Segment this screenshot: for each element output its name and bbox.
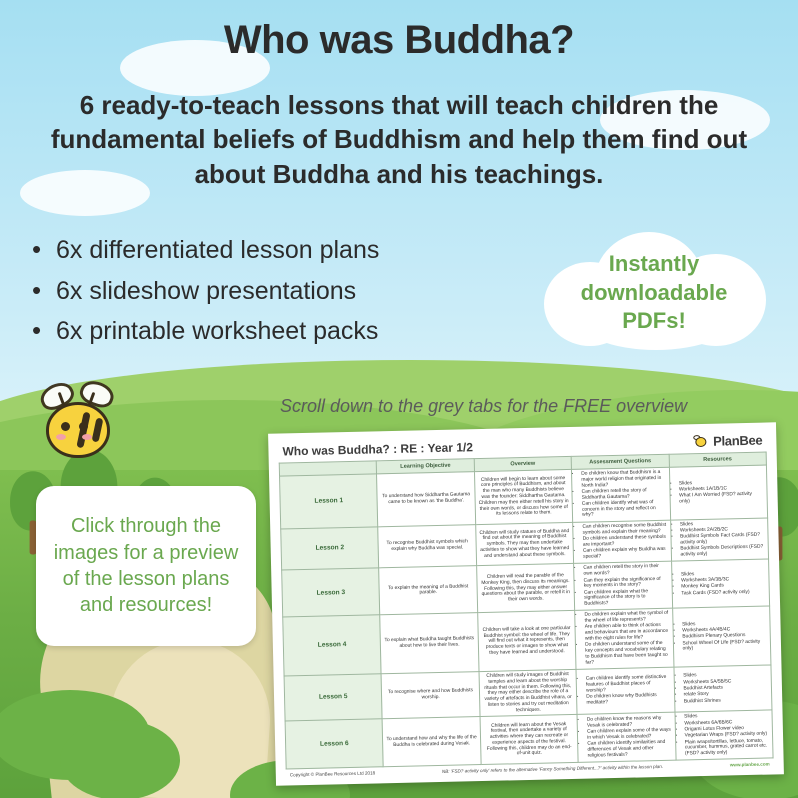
question-item: • Do children know why Buddhists meditate? bbox=[586, 693, 671, 706]
copyright-text: Copyright © PlanBee Resources Ltd 2018 bbox=[289, 770, 376, 778]
list-item: • 6x differentiated lesson plans bbox=[26, 230, 546, 271]
resource-item: • What I Am Worried (FSD? activity only) bbox=[679, 492, 764, 505]
lesson-questions bbox=[574, 562, 672, 611]
resource-item: • Buddhist Artefacts bbox=[683, 685, 768, 693]
lesson-objective: To recognise where and how Buddhists worship. bbox=[381, 672, 479, 720]
badge-line-2: downloadable bbox=[580, 279, 728, 305]
planbee-logo bbox=[693, 433, 763, 450]
lesson-objective: To explain the meaning of a Buddhist parable. bbox=[379, 566, 477, 615]
lesson-label: Lesson 2 bbox=[281, 527, 379, 571]
header-resources: Resources bbox=[669, 452, 767, 467]
resource-item: • School Wheel Of Life (FSD? activity only) bbox=[682, 639, 767, 652]
question-item: • Can children explain some of the ways in which Vesak is celebrated? bbox=[587, 728, 672, 741]
page-title: Who was Buddha? bbox=[223, 18, 575, 62]
question-item: • Are children able to think of actions and behaviours that are in accordance with the eight rules for life? bbox=[585, 623, 670, 642]
header-overview: Overview bbox=[474, 456, 572, 471]
list-item: • 6x slideshow presentations bbox=[26, 271, 546, 312]
lesson-questions bbox=[576, 667, 674, 715]
list-item: • 6x printable worksheet packs bbox=[26, 311, 546, 352]
resource-item: • Slides bbox=[682, 620, 767, 628]
scroll-hint: Scroll down to the grey tabs for the FREE overview bbox=[280, 396, 688, 416]
resource-item: • relate Story bbox=[684, 691, 769, 699]
click-through-note bbox=[36, 486, 256, 646]
lesson-overview: Children will study images of Buddhist temples and learn about the worship rituals that occur in them. Following this, they may either describe the role of a variety of artefacts in Buddhist vihara, or listen to stories and try out meditation techniques. bbox=[479, 669, 577, 717]
question-item: • Can children recognise some Buddhist symbols and explain their meaning? bbox=[582, 523, 667, 536]
lesson-label: Lesson 4 bbox=[283, 615, 382, 676]
question-item: • Can children identify what was of concern in the story and reflect on why? bbox=[582, 500, 667, 519]
instant-download-badge bbox=[536, 228, 772, 356]
footnote-text: NB: 'FSD? activity only' refers to the alternative 'Fancy Something Different...?' activity within the lesson plan. bbox=[441, 764, 664, 775]
resource-item: • Buddhist Shrines bbox=[684, 697, 769, 705]
bee-mascot-icon bbox=[30, 378, 126, 474]
question-item: • Can children explain why Buddha was special? bbox=[583, 547, 668, 560]
question-item: • Can children identify similarities and differences of Vesak and other religious festivals? bbox=[587, 740, 672, 759]
lesson-questions bbox=[573, 520, 671, 564]
resource-item: • Origami Lotus Flower video bbox=[684, 725, 769, 733]
page-subtitle: 6 ready-to-teach lessons that will teach children the fundamental beliefs of Buddhism and help them find out about Buddha and his teachings. bbox=[50, 90, 748, 189]
lesson-overview-document[interactable] bbox=[268, 422, 784, 785]
lesson-label: Lesson 1 bbox=[280, 474, 379, 529]
website-url: www.planbee.com bbox=[729, 761, 770, 768]
resource-item: • Worksheets 2A/2B/2C bbox=[680, 527, 765, 535]
lesson-resources bbox=[671, 559, 769, 608]
resource-item: • Task Cards (FSD? activity only) bbox=[681, 589, 766, 597]
question-item: • Do children know that Buddhism is a major world religion that originated in North India? bbox=[581, 470, 666, 489]
question-item: • Can children retell the story of Siddhartha Gautama? bbox=[582, 488, 667, 501]
lesson-label: Lesson 6 bbox=[285, 719, 383, 769]
lesson-questions bbox=[575, 609, 674, 670]
document-title: Who was Buddha? : RE : Year 1/2 bbox=[282, 439, 474, 458]
bush bbox=[60, 720, 180, 798]
lesson-resources bbox=[670, 518, 768, 562]
lesson-objective: To explain what Buddha taught Buddhists about how to live their lives. bbox=[380, 613, 479, 674]
question-item: • Do children explain what the symbol of the wheel of life represents? bbox=[584, 611, 669, 624]
resource-item: • Slides bbox=[679, 479, 764, 487]
bee-logo-icon bbox=[693, 434, 709, 448]
lesson-objective: To recognise Buddhist symbols which explain why Buddha was special. bbox=[378, 524, 476, 568]
lesson-questions bbox=[572, 467, 671, 522]
lesson-resources bbox=[672, 606, 771, 667]
badge-line-3: PDFs! bbox=[622, 308, 686, 334]
resource-item: • Buddhism Plenary Questions bbox=[682, 633, 767, 641]
question-item: • Do children understand these symbols are important? bbox=[583, 535, 668, 548]
resource-item: • Slides bbox=[681, 570, 766, 578]
resource-item: • Slides bbox=[680, 520, 765, 528]
resource-item: • Vegetarian Wraps (FSD? activity only) bbox=[685, 732, 770, 740]
lesson-objective: To understand how Siddhartha Gautama came to be known as 'the Buddha'. bbox=[377, 472, 476, 527]
brand-name: PlanBee bbox=[712, 432, 763, 449]
lesson-overview: Children will take a look at one particular Buddhist symbol: the wheel of life. They will find out what it represents, then produce texts or images to show what they have learned and understood. bbox=[477, 611, 576, 672]
table-row bbox=[283, 606, 771, 676]
resource-item: • Monkey King Cards bbox=[681, 583, 766, 591]
table-body bbox=[280, 465, 774, 769]
lesson-overview: Children will read the parable of the Monkey King, then discuss its meanings. Following this, they may either answer questions about the parable, or retell it in their own words. bbox=[476, 564, 574, 613]
lesson-overview: Children will learn about the Vesak festival, then undertake a variety of activities where they can recreate or experience aspects of the festival. Following this, children may do an end-of-unit quiz. bbox=[480, 715, 578, 765]
lesson-resources bbox=[674, 665, 772, 713]
resource-item: • Buddhist Symbols Fact Cards (FSD? activity only) bbox=[680, 533, 765, 546]
feature-list bbox=[26, 230, 546, 352]
click-through-note-text: Click through the images for a preview of the lesson plans and resources! bbox=[53, 515, 239, 617]
resource-item: • Slides bbox=[684, 713, 769, 721]
resource-item: • Worksheets 5A/5B/5C bbox=[683, 678, 768, 686]
resource-item: • Worksheets 3A/3B/3C bbox=[681, 577, 766, 585]
resource-item: • Worksheets 6A/6B/6C bbox=[684, 719, 769, 727]
question-item: • Do children understand some of the key concepts and vocabulary relating to Buddhism that have been taught so far? bbox=[585, 641, 670, 666]
lesson-resources bbox=[675, 710, 774, 760]
resource-item: • Plain wraps/tortillas, lettuce, tomato, cucumber, hummus, grated carrot etc. (FSD? activity only) bbox=[685, 738, 770, 757]
header-assessment-questions: Assessment Questions bbox=[571, 454, 669, 469]
badge-text bbox=[536, 250, 772, 336]
question-item: • Do children know the reasons why Vesak is celebrated? bbox=[587, 716, 672, 729]
lesson-label: Lesson 3 bbox=[282, 568, 380, 617]
lesson-questions bbox=[577, 713, 675, 763]
badge-line-1: Instantly bbox=[608, 251, 700, 276]
lesson-resources bbox=[669, 465, 768, 520]
lesson-objective: To understand how and why the life of the Buddha is celebrated during Vesak. bbox=[382, 717, 480, 767]
question-item: • Can children explain what the significance of the story is to Buddhists? bbox=[584, 588, 669, 607]
question-item: • Can they explain the significance of key moments in the story? bbox=[584, 576, 669, 589]
question-item: • Can children identify some distinctive features of Buddhist places of worship? bbox=[586, 675, 671, 694]
resource-item: • Worksheets 4A/4B/4C bbox=[682, 627, 767, 635]
resource-item: • Slides bbox=[683, 672, 768, 680]
lesson-overview: Children will study statues of Buddha and find out about the meaning of Buddhist symbols. They may then undertake activities to show what they have learned and understand about these symbols. bbox=[475, 522, 573, 566]
lesson-label: Lesson 5 bbox=[284, 674, 382, 722]
lesson-table bbox=[279, 452, 774, 770]
lesson-overview: Children will begin to learn about some core principles of Buddhism, and about the man who many Buddhists believe was the founder: Siddhartha Gautama. Children may then either retell his story in their own words, or discuss how some of its lessons relate to them. bbox=[474, 469, 573, 524]
resource-item: • Buddhist Symbols Descriptions (FSD? activity only) bbox=[680, 545, 765, 558]
header-learning-objective: Learning Objective bbox=[377, 459, 475, 474]
question-item: • Can children retell the story in their own words? bbox=[583, 564, 668, 577]
resource-item: • Worksheets 1A/1B/1C bbox=[679, 485, 764, 493]
